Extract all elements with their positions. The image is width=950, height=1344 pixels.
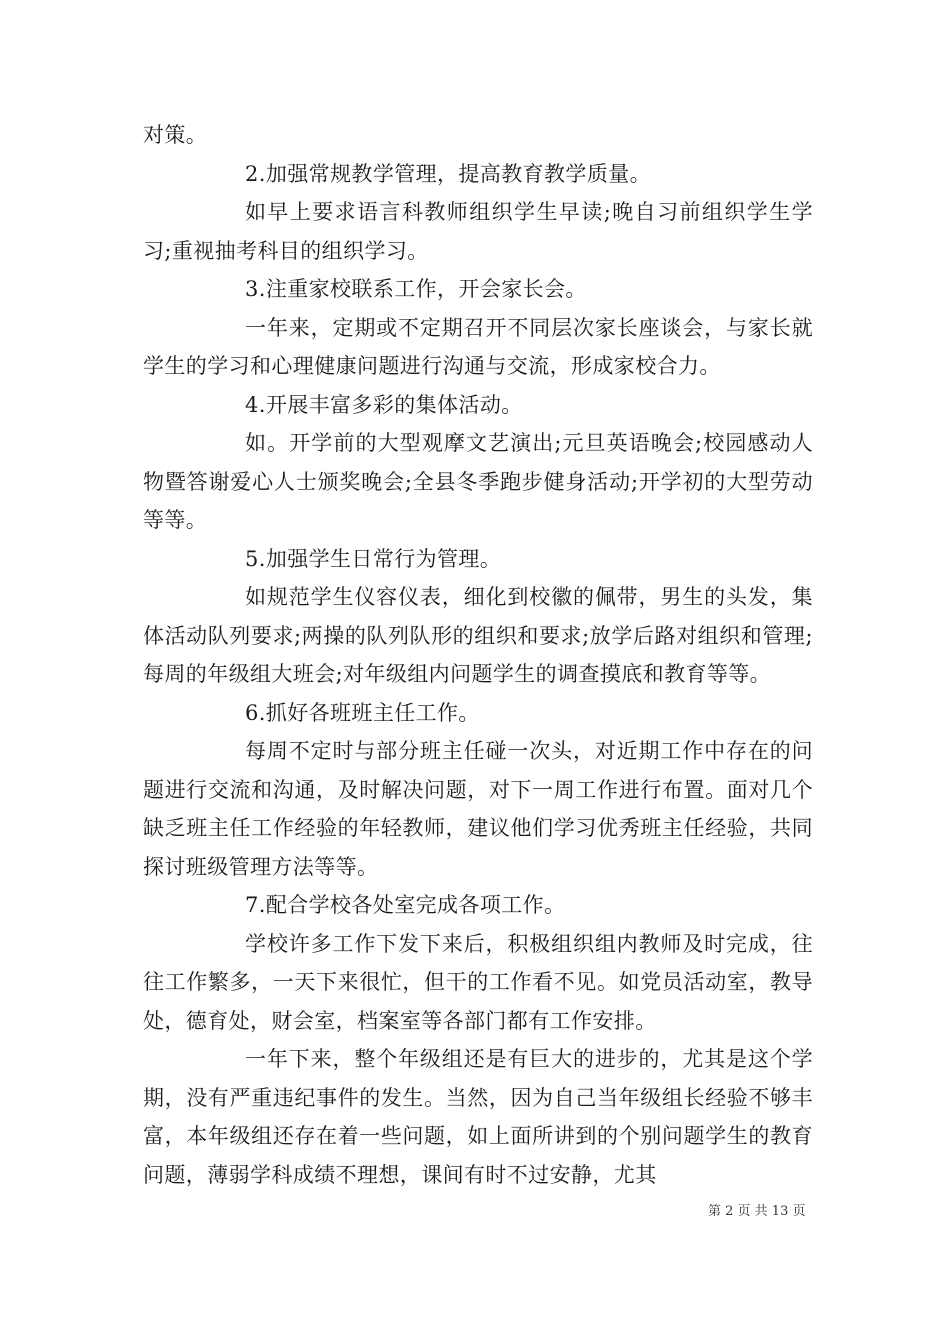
paragraph: 如。开学前的大型观摩文艺演出;元旦英语晚会;校园感动人物暨答谢爱心人士颁奖晚会;全县冬季跑步健身活动;开学初的大型劳动等等。	[143, 431, 813, 532]
paragraph: 学校许多工作下发下来后，积极组织组内教师及时完成，往往工作繁多，一天下来很忙，但干的工作看不见。如党员活动室，教导处，德育处，财会室，档案室等各部门都有工作安排。	[143, 931, 813, 1033]
document-body	[143, 116, 813, 1194]
paragraph: 5.加强学生日常行为管理。	[245, 546, 502, 571]
paragraph: 4.开展丰富多彩的集体活动。	[245, 392, 523, 417]
paragraph: 3.注重家校联系工作，开会家长会。	[245, 277, 587, 301]
paragraph: 如规范学生仪容仪表，细化到校徽的佩带，男生的头发，集体活动队列要求;两操的队列队形的组织和要求;放学后路对组织和管理;每周的年级组大班会;对年级组内问题学生的调查摸底和教育等等。	[143, 585, 813, 686]
paragraph: 每周不定时与部分班主任碰一次头，对近期工作中存在的问题进行交流和沟通，及时解决问题，对下一周工作进行布置。面对几个缺乏班主任工作经验的年轻教师，建议他们学习优秀班主任经验，共同探讨班级管理方法等等。	[143, 739, 813, 879]
paragraph: 如早上要求语言科教师组织学生早读;晚自习前组织学生学习;重视抽考科目的组织学习。	[143, 200, 813, 263]
page-number-footer: 第 2 页 共 13 页	[708, 1204, 806, 1219]
paragraph: 7.配合学校各处室完成各项工作。	[245, 893, 566, 917]
paragraph: 2.加强常规教学管理，提高教育教学质量。	[245, 161, 652, 186]
paragraph: 6.抓好各班班主任工作。	[245, 700, 480, 725]
paragraph: 对策。	[143, 123, 208, 147]
paragraph: 一年下来，整个年级组还是有巨大的进步的，尤其是这个学期，没有严重违纪事件的发生。当然，因为自己当年级组长经验不够丰富，本年级组还存在着一些问题，如上面所讲到的个别问题学生的教育问题，薄弱学科成绩不理想，课间有时不过安静，尤其	[143, 1047, 813, 1187]
paragraph: 一年来，定期或不定期召开不同层次家长座谈会，与家长就学生的学习和心理健康问题进行沟通与交流，形成家校合力。	[143, 315, 813, 378]
